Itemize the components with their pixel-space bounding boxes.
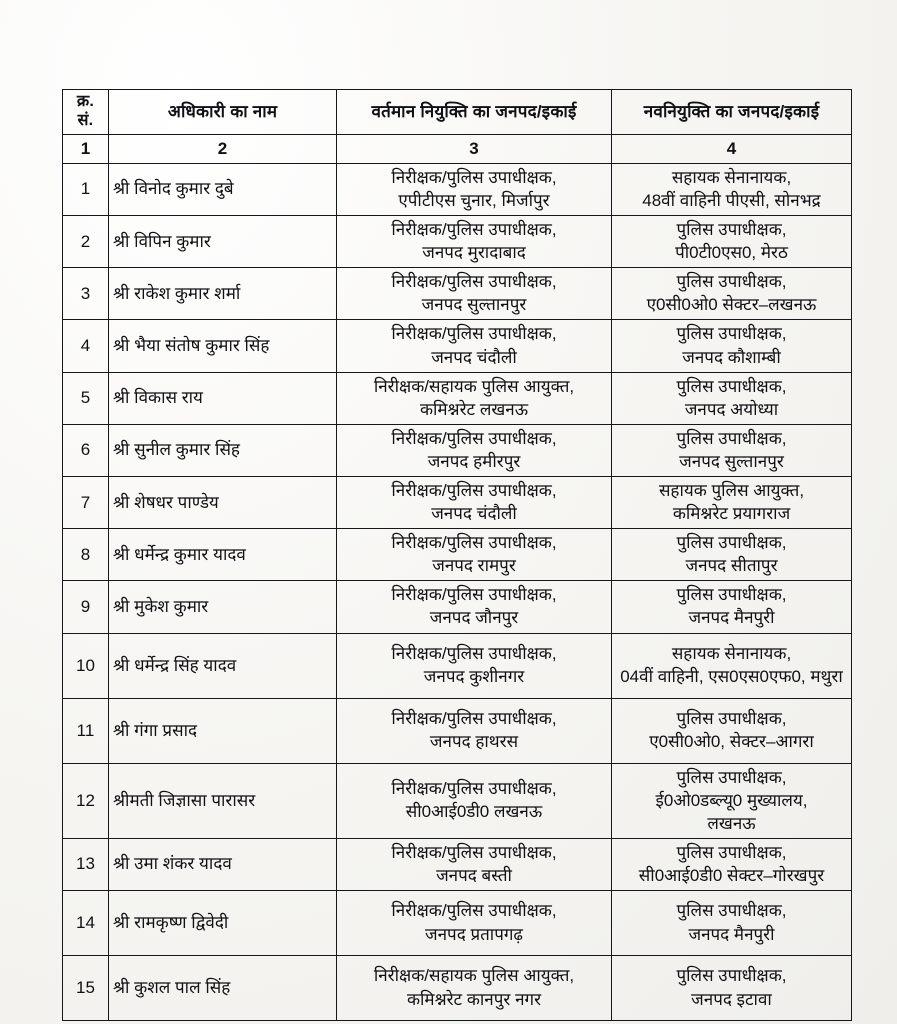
row-new-posting: पुलिस उपाधीक्षक, जनपद अयोध्या (612, 372, 852, 424)
column-header-new-posting: नवनियुक्ति का जनपद/इकाई (612, 90, 852, 135)
column-header-current-posting: वर्तमान नियुक्ति का जनपद/इकाई (337, 90, 612, 135)
column-header-serial: क्र. सं. (63, 90, 109, 135)
row-officer-name: श्री मुकेश कुमार (109, 581, 337, 633)
row-officer-name: श्री कुशल पाल सिंह (109, 956, 337, 1021)
row-officer-name: श्री रामकृष्ण द्विवेदी (109, 891, 337, 956)
row-serial: 2 (63, 216, 109, 268)
column-number-3: 3 (337, 134, 612, 163)
row-current-posting: निरीक्षक/पुलिस उपाधीक्षक, जनपद बस्ती (337, 838, 612, 890)
table-row (63, 633, 852, 698)
row-new-posting: पुलिस उपाधीक्षक, ए0सी0ओ0 सेक्टर–लखनऊ (612, 268, 852, 320)
table-row (63, 698, 852, 763)
row-new-posting: पुलिस उपाधीक्षक, ए0सी0ओ0, सेक्टर–आगरा (612, 698, 852, 763)
row-new-posting: पुलिस उपाधीक्षक, जनपद सीतापुर (612, 529, 852, 581)
table-row (63, 320, 852, 372)
table-row (63, 891, 852, 956)
row-new-posting: सहायक पुलिस आयुक्त, कमिश्नरेट प्रयागराज (612, 477, 852, 529)
row-new-posting: सहायक सेनानायक, 48वीं वाहिनी पीएसी, सोनभद्र (612, 163, 852, 215)
transfer-table (62, 89, 852, 1021)
row-serial: 7 (63, 477, 109, 529)
row-serial: 1 (63, 163, 109, 215)
row-current-posting: निरीक्षक/पुलिस उपाधीक्षक, जनपद चंदौली (337, 320, 612, 372)
row-officer-name: श्री गंगा प्रसाद (109, 698, 337, 763)
row-current-posting: निरीक्षक/पुलिस उपाधीक्षक, जनपद सुल्तानपुर (337, 268, 612, 320)
row-serial: 5 (63, 372, 109, 424)
row-current-posting: निरीक्षक/पुलिस उपाधीक्षक, जनपद जौनपुर (337, 581, 612, 633)
table-row (63, 268, 852, 320)
row-serial: 11 (63, 698, 109, 763)
row-serial: 8 (63, 529, 109, 581)
row-new-posting: पुलिस उपाधीक्षक, जनपद मैनपुरी (612, 581, 852, 633)
table-row (63, 477, 852, 529)
row-current-posting: निरीक्षक/पुलिस उपाधीक्षक, जनपद प्रतापगढ़ (337, 891, 612, 956)
row-current-posting: निरीक्षक/सहायक पुलिस आयुक्त, कमिश्नरेट लखनऊ (337, 372, 612, 424)
row-new-posting: पुलिस उपाधीक्षक, पी0टी0एस0, मेरठ (612, 216, 852, 268)
table-row (63, 216, 852, 268)
row-officer-name: श्री उमा शंकर यादव (109, 838, 337, 890)
row-current-posting: निरीक्षक/पुलिस उपाधीक्षक, एपीटीएस चुनार, मिर्जापुर (337, 163, 612, 215)
table-row (63, 581, 852, 633)
row-new-posting: सहायक सेनानायक, 04वीं वाहिनी, एस0एस0एफ0, मथुरा (612, 633, 852, 698)
row-officer-name: श्री भैया संतोष कुमार सिंह (109, 320, 337, 372)
row-serial: 4 (63, 320, 109, 372)
row-new-posting: पुलिस उपाधीक्षक, सी0आई0डी0 सेक्टर–गोरखपुर (612, 838, 852, 890)
row-new-posting: पुलिस उपाधीक्षक, जनपद सुल्तानपुर (612, 424, 852, 476)
column-header-officer-name: अधिकारी का नाम (109, 90, 337, 135)
row-current-posting: निरीक्षक/पुलिस उपाधीक्षक, जनपद मुरादाबाद (337, 216, 612, 268)
row-officer-name: श्री विनोद कुमार दुबे (109, 163, 337, 215)
row-new-posting: पुलिस उपाधीक्षक, जनपद कौशाम्बी (612, 320, 852, 372)
table-header-row (63, 90, 852, 135)
row-serial: 10 (63, 633, 109, 698)
row-new-posting: पुलिस उपाधीक्षक, जनपद मैनपुरी (612, 891, 852, 956)
column-number-1: 1 (63, 134, 109, 163)
row-current-posting: निरीक्षक/सहायक पुलिस आयुक्त, कमिश्नरेट कानपुर नगर (337, 956, 612, 1021)
row-serial: 14 (63, 891, 109, 956)
table-row (63, 529, 852, 581)
row-officer-name: श्री विकास राय (109, 372, 337, 424)
table-row (63, 763, 852, 838)
row-current-posting: निरीक्षक/पुलिस उपाधीक्षक, जनपद हमीरपुर (337, 424, 612, 476)
table-column-number-row (63, 134, 852, 163)
row-officer-name: श्री सुनील कुमार सिंह (109, 424, 337, 476)
row-current-posting: निरीक्षक/पुलिस उपाधीक्षक, जनपद हाथरस (337, 698, 612, 763)
table-row (63, 424, 852, 476)
row-serial: 15 (63, 956, 109, 1021)
row-serial: 6 (63, 424, 109, 476)
row-new-posting: पुलिस उपाधीक्षक, ई0ओ0डब्ल्यू0 मुख्यालय, लखनऊ (612, 763, 852, 838)
table-row (63, 372, 852, 424)
row-officer-name: श्री धर्मेन्द्र कुमार यादव (109, 529, 337, 581)
column-number-4: 4 (612, 134, 852, 163)
row-officer-name: श्री विपिन कुमार (109, 216, 337, 268)
row-officer-name: श्रीमती जिज्ञासा पारासर (109, 763, 337, 838)
table-row (63, 956, 852, 1021)
row-officer-name: श्री शेषधर पाण्डेय (109, 477, 337, 529)
row-current-posting: निरीक्षक/पुलिस उपाधीक्षक, जनपद कुशीनगर (337, 633, 612, 698)
row-serial: 12 (63, 763, 109, 838)
row-officer-name: श्री राकेश कुमार शर्मा (109, 268, 337, 320)
row-new-posting: पुलिस उपाधीक्षक, जनपद इटावा (612, 956, 852, 1021)
column-number-2: 2 (109, 134, 337, 163)
row-serial: 9 (63, 581, 109, 633)
row-serial: 13 (63, 838, 109, 890)
table-row (63, 163, 852, 215)
row-serial: 3 (63, 268, 109, 320)
row-current-posting: निरीक्षक/पुलिस उपाधीक्षक, जनपद चंदौली (337, 477, 612, 529)
table-row (63, 838, 852, 890)
row-current-posting: निरीक्षक/पुलिस उपाधीक्षक, सी0आई0डी0 लखनऊ (337, 763, 612, 838)
row-officer-name: श्री धर्मेन्द्र सिंह यादव (109, 633, 337, 698)
row-current-posting: निरीक्षक/पुलिस उपाधीक्षक, जनपद रामपुर (337, 529, 612, 581)
